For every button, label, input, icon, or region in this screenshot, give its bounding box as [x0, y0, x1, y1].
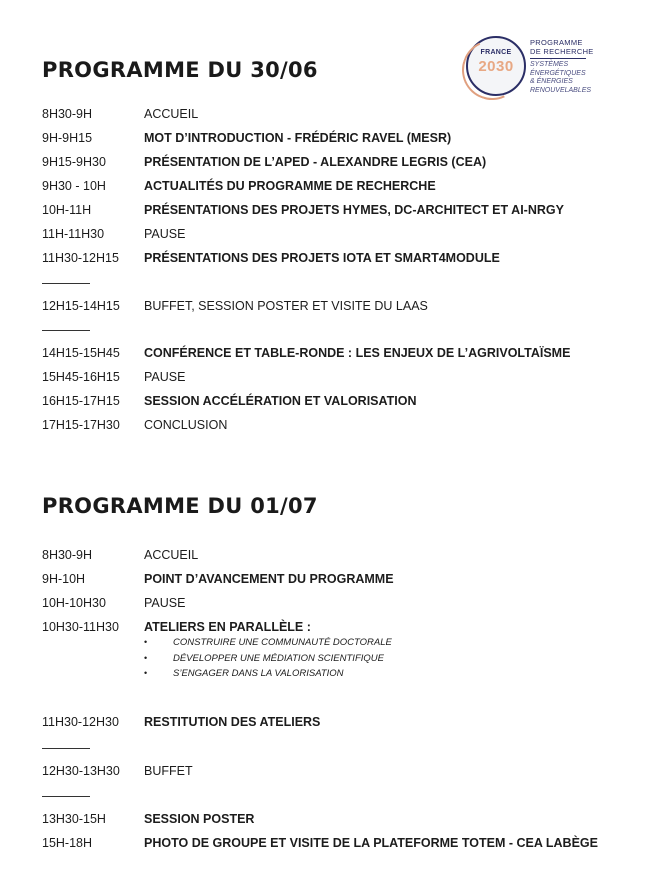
row-time: 14H15-15H45 [42, 346, 120, 360]
section-divider [42, 330, 90, 331]
row-label: BUFFET [144, 764, 193, 778]
logo-divider [530, 58, 586, 59]
row-time: 10H-11H [42, 203, 92, 217]
bullet-icon: • [144, 668, 148, 678]
row-label: PAUSE [144, 370, 186, 384]
schedule-row [42, 370, 642, 388]
section-divider [42, 283, 90, 284]
schedule-row [42, 394, 642, 412]
row-label: PAUSE [144, 596, 186, 610]
row-label: RESTITUTION DES ATELIERS [144, 715, 321, 729]
row-time: 17H15-17H30 [42, 418, 120, 432]
row-time: 8H30-9H [42, 107, 93, 121]
row-label: CONCLUSION [144, 418, 228, 432]
row-label: MOT D’INTRODUCTION - FRÉDÉRIC RAVEL (MESR) [144, 131, 452, 145]
workshop-label: CONSTRUIRE UNE COMMUNAUTÉ DOCTORALE [173, 637, 392, 648]
schedule-row [42, 715, 642, 733]
schedule-row [42, 131, 642, 149]
row-time: 12H15-14H15 [42, 299, 120, 313]
list-item [144, 653, 392, 669]
schedule-row [42, 572, 642, 590]
row-time: 9H-10H [42, 572, 86, 586]
row-time: 10H30-11H30 [42, 620, 119, 634]
day2-title: PROGRAMME DU 01/07 [42, 494, 318, 518]
schedule-row [42, 251, 642, 269]
row-label: POINT D’AVANCEMENT DU PROGRAMME [144, 572, 394, 586]
day1-title: PROGRAMME DU 30/06 [42, 58, 318, 82]
row-time: 9H-9H15 [42, 131, 93, 145]
workshop-label: S’ENGAGER DANS LA VALORISATION [173, 668, 344, 679]
row-label: SESSION ACCÉLÉRATION ET VALORISATION [144, 394, 417, 408]
row-time: 15H-18H [42, 836, 93, 850]
schedule-row [42, 179, 642, 197]
logo-subtitle-text: SYSTÈMES ÉNERGÉTIQUES & ÉNERGIES RENOUVELABLES [530, 61, 592, 94]
row-label: ACCUEIL [144, 548, 199, 562]
schedule-row [42, 346, 642, 364]
row-time: 10H-10H30 [42, 596, 106, 610]
row-time: 16H15-17H15 [42, 394, 120, 408]
schedule-row [42, 203, 642, 221]
schedule-row [42, 107, 642, 125]
row-time: 11H-11H30 [42, 227, 105, 241]
row-label: BUFFET, SESSION POSTER ET VISITE DU LAAS [144, 299, 428, 313]
bullet-icon: • [144, 652, 148, 663]
row-label: PRÉSENTATIONS DES PROJETS IOTA ET SMART4MODULE [144, 251, 500, 265]
logo-program-text: PROGRAMME DE RECHERCHE [530, 38, 594, 56]
row-time: 11H30-12H30 [42, 715, 119, 729]
france-2030-logo [462, 36, 642, 100]
section-divider [42, 748, 90, 749]
row-label: ACTUALITÉS DU PROGRAMME DE RECHERCHE [144, 179, 436, 193]
section-divider [42, 796, 90, 797]
schedule-row [42, 299, 642, 317]
schedule-row [42, 155, 642, 173]
row-label: PAUSE [144, 227, 186, 241]
row-label: CONFÉRENCE ET TABLE-RONDE : LES ENJEUX DE L’AGRIVOLTAÏSME [144, 346, 571, 360]
schedule-row [42, 227, 642, 245]
list-item [144, 668, 392, 684]
list-item [144, 637, 392, 653]
schedule-row [42, 620, 642, 638]
schedule-row [42, 596, 642, 614]
schedule-row [42, 418, 642, 436]
row-time: 13H30-15H [42, 812, 106, 826]
row-label: ATELIERS EN PARALLÈLE : [144, 620, 311, 634]
logo-year-text: 2030 [478, 58, 514, 75]
row-time: 12H30-13H30 [42, 764, 120, 778]
schedule-row [42, 764, 642, 782]
row-label: PRÉSENTATIONS DES PROJETS HYMES, DC-ARCHITECT ET AI-NRGY [144, 203, 564, 217]
row-label: ACCUEIL [144, 107, 199, 121]
row-label: PRÉSENTATION DE L’APED - ALEXANDRE LEGRIS (CEA) [144, 155, 487, 169]
schedule-row [42, 836, 642, 854]
row-time: 15H45-16H15 [42, 370, 120, 384]
schedule-row [42, 548, 642, 566]
logo-france-text: FRANCE [480, 49, 512, 56]
row-time: 9H15-9H30 [42, 155, 106, 169]
row-label: SESSION POSTER [144, 812, 255, 826]
row-time: 11H30-12H15 [42, 251, 119, 265]
row-time: 9H30 - 10H [42, 179, 106, 193]
schedule-row [42, 812, 642, 830]
row-label: PHOTO DE GROUPE ET VISITE DE LA PLATEFORME TOTEM - CEA LABÈGE [144, 836, 598, 850]
workshop-label: DÉVELOPPER UNE MÉDIATION SCIENTIFIQUE [173, 652, 384, 664]
workshop-list [144, 637, 392, 684]
row-time: 8H30-9H [42, 548, 93, 562]
bullet-icon: • [144, 637, 148, 647]
